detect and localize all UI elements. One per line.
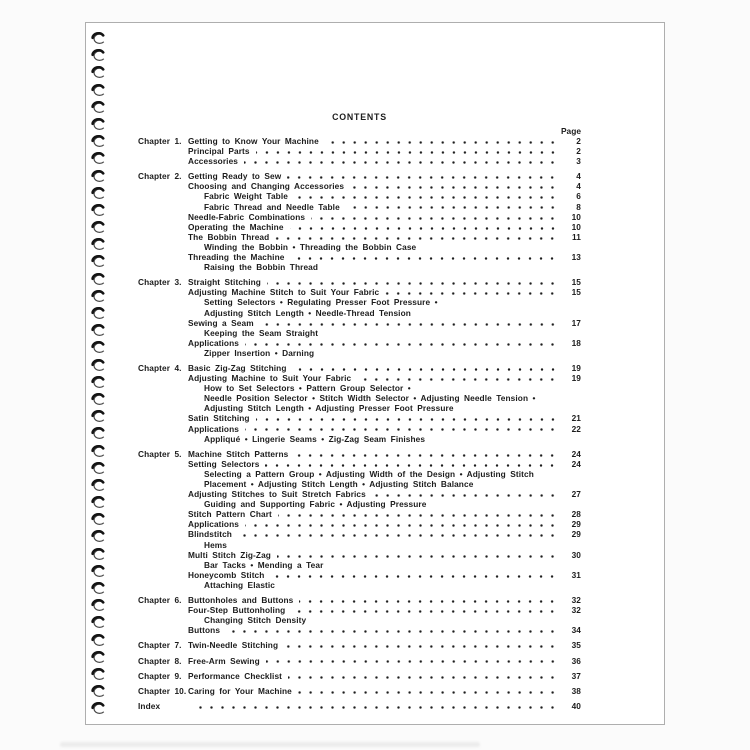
toc-entry-title: Fabric Thread and Needle Table <box>204 201 340 212</box>
toc-row <box>138 595 581 605</box>
page-number: 29 <box>571 529 581 540</box>
page-number: 2 <box>576 146 581 157</box>
toc-row <box>138 277 581 287</box>
page-number: 38 <box>571 685 581 696</box>
binding-ring-icon <box>89 496 106 509</box>
toc-entry-title: Setting Selectors • Regulating Presser Foot Pressure • <box>204 297 438 308</box>
toc-row <box>138 625 581 635</box>
toc-entry-title: Bar Tacks • Mending a Tear <box>204 559 324 570</box>
dot-leader <box>265 464 558 467</box>
page-number: 4 <box>576 181 581 192</box>
chapter-label: Chapter 1. <box>138 136 182 146</box>
toc-entry-title: Operating the Machine <box>188 221 284 232</box>
toc-row <box>138 540 581 550</box>
binding-ring-icon <box>89 290 106 303</box>
toc-entry-title: Buttons <box>188 625 221 636</box>
toc-row <box>138 242 581 252</box>
toc-entry-title: Basic Zig-Zag Stitching <box>188 362 287 373</box>
dot-leader <box>372 494 558 497</box>
page-number: 15 <box>571 277 581 288</box>
page-number: 31 <box>571 569 581 580</box>
dot-leader <box>325 141 558 144</box>
dot-leader <box>288 676 558 679</box>
contents-heading: CONTENTS <box>332 112 387 122</box>
toc-row <box>138 171 581 181</box>
chapter-label: Index <box>138 700 161 711</box>
dot-leader <box>266 660 558 663</box>
manual-page <box>85 22 665 725</box>
toc-row <box>138 202 581 212</box>
toc-row <box>138 403 581 413</box>
toc-row <box>138 479 581 489</box>
toc-entry-title: Hems <box>204 539 227 550</box>
toc-entry-title: Adjusting Machine to Suit Your Fabric <box>188 373 352 384</box>
toc-entry-title: Guiding and Supporting Fabric • Adjusting Pressure <box>204 499 427 510</box>
toc-entry-title: Getting to Know Your Machine <box>188 136 319 146</box>
page-number: 32 <box>571 605 581 616</box>
page-number: 29 <box>571 519 581 530</box>
dot-leader <box>260 323 558 326</box>
toc-row <box>138 348 581 358</box>
page-number: 18 <box>571 337 581 348</box>
dot-leader <box>291 610 558 613</box>
toc-row <box>138 222 581 232</box>
toc-entry-title: Fabric Weight Table <box>204 191 288 202</box>
binding-ring-icon <box>89 462 106 475</box>
toc-row <box>138 434 581 444</box>
page-column-label: Page <box>560 126 581 136</box>
toc-entry-title: Setting Selectors <box>188 458 260 469</box>
dot-leader <box>256 418 558 421</box>
toc-row <box>138 701 581 711</box>
toc-row <box>138 413 581 423</box>
toc-row <box>138 136 581 146</box>
toc-row <box>138 570 581 580</box>
binding-ring-icon <box>89 445 106 458</box>
toc-row <box>138 191 581 201</box>
binding-ring-icon <box>89 255 106 268</box>
toc-row <box>138 181 581 191</box>
toc-row <box>138 519 581 529</box>
page-number: 21 <box>571 413 581 424</box>
toc-entry-title: How to Set Selectors • Pattern Group Selector • <box>204 383 411 394</box>
toc-entry-title: Multi Stitch Zig-Zag <box>188 549 271 560</box>
binding-ring-icon <box>89 376 106 389</box>
binding-ring-icon <box>89 273 106 286</box>
toc-entry-title: Machine Stitch Patterns <box>188 448 289 459</box>
page-number: 27 <box>571 489 581 500</box>
dot-leader <box>256 151 558 154</box>
page-number: 19 <box>571 362 581 373</box>
dot-leader <box>226 630 558 633</box>
toc-entry-title: Satin Stitching <box>188 413 250 424</box>
toc-row <box>138 499 581 509</box>
page-number: 35 <box>571 640 581 651</box>
toc-entry-title: Twin-Needle Stitching <box>188 640 279 651</box>
toc-entry-title: Principal Parts <box>188 146 250 157</box>
toc-row <box>138 580 581 590</box>
toc-row <box>138 383 581 393</box>
dot-leader <box>194 706 558 709</box>
binding-ring-icon <box>89 393 106 406</box>
dot-leader <box>270 575 558 578</box>
toc-entry-title: Changing Stitch Density <box>204 615 307 626</box>
toc-row <box>138 459 581 469</box>
dot-leader <box>293 368 559 371</box>
page-number: 2 <box>576 136 581 146</box>
binding-ring-icon <box>89 513 106 526</box>
dot-leader <box>284 645 558 648</box>
toc-row <box>138 393 581 403</box>
dot-leader <box>385 292 558 295</box>
page-number: 22 <box>571 423 581 434</box>
binding-ring-icon <box>89 324 106 337</box>
dot-leader <box>350 186 558 189</box>
binding-ring-icon <box>89 307 106 320</box>
toc-row <box>138 262 581 272</box>
spiral-binding <box>89 32 106 715</box>
binding-ring-icon <box>89 32 106 45</box>
toc-entry-title: Appliqué • Lingerie Seams • Zig-Zag Seam Finishes <box>204 433 426 444</box>
toc-row <box>138 252 581 262</box>
toc-entry-title: Keeping the Seam Straight <box>204 327 319 338</box>
page-number: 32 <box>571 595 581 606</box>
toc-entry-title: Placement • Adjusting Stitch Length • Adjusting Stitch Balance <box>204 479 474 489</box>
page-number: 10 <box>571 211 581 222</box>
dot-leader <box>357 378 558 381</box>
binding-ring-icon <box>89 359 106 372</box>
chapter-label: Chapter 3. <box>138 277 182 288</box>
toc-row <box>138 529 581 539</box>
binding-ring-icon <box>89 84 106 97</box>
toc-entry-title: Adjusting Stitch Length • Adjusting Presser Foot Pressure <box>204 403 454 414</box>
toc-row <box>138 469 581 479</box>
page-number: 13 <box>571 252 581 263</box>
binding-ring-icon <box>89 616 106 629</box>
chapter-label: Chapter 10. <box>138 685 187 696</box>
binding-ring-icon <box>89 582 106 595</box>
page-number: 28 <box>571 509 581 520</box>
toc-row <box>138 212 581 222</box>
toc-row <box>138 605 581 615</box>
toc-entry-title: Adjusting Stitch Length • Needle-Thread Tension <box>204 307 411 318</box>
binding-ring-icon <box>89 651 106 664</box>
toc-entry-title: Stitch Pattern Chart <box>188 509 272 520</box>
binding-ring-icon <box>89 118 106 131</box>
page-number: 6 <box>576 191 581 202</box>
toc-list <box>138 136 581 711</box>
chapter-label: Chapter 4. <box>138 362 182 373</box>
toc-entry-title: Zipper Insertion • Darning <box>204 347 315 358</box>
page-number: 36 <box>571 655 581 666</box>
dot-leader <box>290 227 558 230</box>
binding-ring-icon <box>89 49 106 62</box>
toc-row <box>138 671 581 681</box>
toc-entry-title: Caring for Your Machine <box>188 685 292 696</box>
dot-leader <box>346 206 558 209</box>
binding-ring-icon <box>89 238 106 251</box>
toc-row <box>138 363 581 373</box>
chapter-label: Chapter 9. <box>138 670 182 681</box>
scan-artifact <box>60 742 480 747</box>
toc-row <box>138 615 581 625</box>
chapter-label: Chapter 7. <box>138 640 182 651</box>
toc-entry-title: Needle Position Selector • Stitch Width Selector • Adjusting Needle Tension • <box>204 393 536 404</box>
toc-row <box>138 656 581 666</box>
toc-entry-title: Applications <box>188 423 239 434</box>
binding-ring-icon <box>89 530 106 543</box>
binding-ring-icon <box>89 702 106 715</box>
toc-row <box>138 308 581 318</box>
binding-ring-icon <box>89 221 106 234</box>
toc-entry-title: Sewing a Seam <box>188 317 254 328</box>
toc-entry-title: Getting Ready to Sew <box>188 171 282 182</box>
page-number: 34 <box>571 625 581 636</box>
dot-leader <box>294 454 558 457</box>
dot-leader <box>290 257 558 260</box>
toc-row <box>138 640 581 650</box>
page-number: 19 <box>571 373 581 384</box>
binding-ring-icon <box>89 634 106 647</box>
chapter-label: Chapter 8. <box>138 655 182 666</box>
toc-entry-title: Winding the Bobbin • Threading the Bobbin Case <box>204 241 417 252</box>
toc-row <box>138 287 581 297</box>
toc-entry-title: Adjusting Stitches to Suit Stretch Fabrics <box>188 489 366 500</box>
page-number: 40 <box>571 700 581 711</box>
toc-row <box>138 489 581 499</box>
toc-row <box>138 560 581 570</box>
page-number: 10 <box>571 221 581 232</box>
dot-leader <box>245 343 558 346</box>
toc-row <box>138 449 581 459</box>
binding-ring-icon <box>89 66 106 79</box>
toc-row <box>138 373 581 383</box>
page-number: 17 <box>571 317 581 328</box>
page-number: 30 <box>571 549 581 560</box>
chapter-label: Chapter 2. <box>138 171 182 182</box>
toc-entry-title: Accessories <box>188 156 238 167</box>
page-number: 8 <box>576 201 581 212</box>
page-number: 4 <box>576 171 581 182</box>
toc-row <box>138 156 581 166</box>
toc-row <box>138 509 581 519</box>
page-number: 3 <box>576 156 581 167</box>
toc-row <box>138 146 581 156</box>
binding-ring-icon <box>89 479 106 492</box>
dot-leader <box>275 237 558 240</box>
toc-row <box>138 297 581 307</box>
binding-ring-icon <box>89 548 106 561</box>
toc-entry-title: Attaching Elastic <box>204 579 276 590</box>
dot-leader <box>294 196 558 199</box>
toc-entry-title: Threading the Machine <box>188 252 285 263</box>
toc-row <box>138 686 581 696</box>
chapter-label: Chapter 6. <box>138 595 182 606</box>
toc-entry-title: Straight Stitching <box>188 277 261 288</box>
toc-entry-title: Needle-Fabric Combinations <box>188 211 306 222</box>
toc-entry-title: Applications <box>188 337 239 348</box>
toc-row <box>138 232 581 242</box>
dot-leader <box>245 524 558 527</box>
dot-leader <box>278 514 558 517</box>
page-number: 11 <box>572 231 581 242</box>
binding-ring-icon <box>89 599 106 612</box>
dot-leader <box>287 176 558 179</box>
page-number: 24 <box>571 448 581 459</box>
toc-entry-title: Raising the Bobbin Thread <box>204 262 319 273</box>
binding-ring-icon <box>89 101 106 114</box>
toc-entry-title: Four-Step Buttonholing <box>188 605 286 616</box>
table-of-contents <box>138 112 581 711</box>
dot-leader <box>245 428 558 431</box>
toc-entry-title: Blindstitch <box>188 529 232 540</box>
page-number: 37 <box>571 670 581 681</box>
binding-ring-icon <box>89 204 106 217</box>
binding-ring-icon <box>89 410 106 423</box>
dot-leader <box>267 282 558 285</box>
toc-row <box>138 328 581 338</box>
toc-row <box>138 550 581 560</box>
binding-ring-icon <box>89 341 106 354</box>
binding-ring-icon <box>89 152 106 165</box>
dot-leader <box>311 217 558 220</box>
binding-ring-icon <box>89 187 106 200</box>
dot-leader <box>299 600 558 603</box>
toc-entry-title: Selecting a Pattern Group • Adjusting Width of the Design • Adjusting Stitch <box>204 468 534 479</box>
binding-ring-icon <box>89 685 106 698</box>
toc-entry-title: Choosing and Changing Accessories <box>188 181 345 192</box>
toc-entry-title: Adjusting Machine Stitch to Suit Your Fabric <box>188 287 380 298</box>
binding-ring-icon <box>89 170 106 183</box>
toc-entry-title: Performance Checklist <box>188 670 283 681</box>
dot-leader <box>298 691 558 694</box>
chapter-label: Chapter 5. <box>138 448 182 459</box>
page-number: 24 <box>571 458 581 469</box>
dot-leader <box>277 555 558 558</box>
binding-ring-icon <box>89 668 106 681</box>
binding-ring-icon <box>89 565 106 578</box>
binding-ring-icon <box>89 135 106 148</box>
toc-entry-title: The Bobbin Thread <box>188 231 270 242</box>
page-number: 15 <box>571 287 581 298</box>
toc-row <box>138 424 581 434</box>
toc-entry-title: Applications <box>188 519 239 530</box>
toc-entry-title: Buttonholes and Buttons <box>188 595 294 606</box>
binding-ring-icon <box>89 427 106 440</box>
toc-row <box>138 338 581 348</box>
toc-entry-title: Honeycomb Stitch <box>188 569 265 580</box>
dot-leader <box>244 161 558 164</box>
dot-leader <box>238 534 558 537</box>
toc-row <box>138 318 581 328</box>
toc-entry-title: Free-Arm Sewing <box>188 655 260 666</box>
